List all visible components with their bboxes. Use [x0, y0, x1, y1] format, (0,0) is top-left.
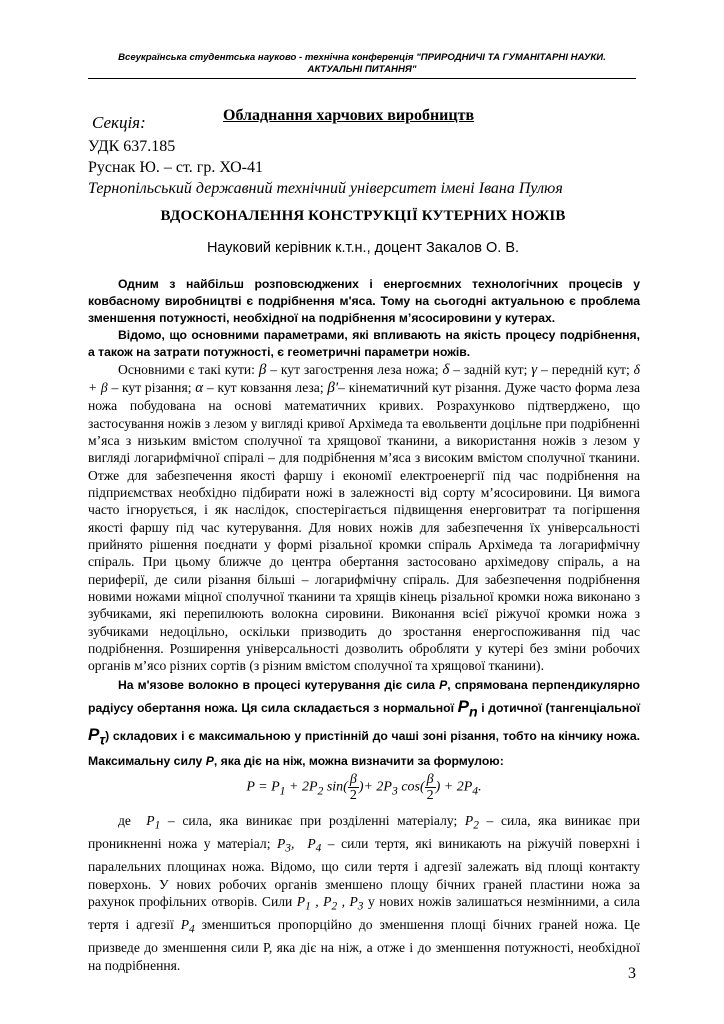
- p5-text-c: – сила, яка виникає при проникненні ножа у матеріал;: [88, 813, 640, 852]
- force-p-symbol-2: P: [205, 754, 214, 769]
- formula-lhs: P = P: [246, 780, 280, 796]
- formula: [88, 772, 640, 812]
- formula-part-4: ) + 2P: [435, 780, 473, 796]
- formula-sub-1: 1: [279, 784, 286, 798]
- fraction-1-numerator: β: [349, 772, 357, 788]
- supervisor: Науковий керівник к.т.н., доцент Закалов О. В.: [206, 240, 520, 256]
- ptau-sub: τ: [99, 731, 106, 748]
- paragraph-2: Відомо, що основними параметрами, які впливають на якість процесу подрібнення, а також на затрати потужності, є геометричні параметри ножів.: [88, 327, 640, 359]
- formula-part-3: )+ 2P: [358, 780, 392, 796]
- conference-header-line1: Всеукраїнська студентська науково - технічна конференція "ПРИРОДНИЧІ ТА ГУМАНІТАРНІ НАУКИ.: [118, 52, 606, 63]
- section-label: Секція:: [92, 113, 146, 132]
- article-meta: [88, 136, 563, 199]
- pn-sub: n: [468, 704, 478, 721]
- p4-symbol: $P_4$: [180, 917, 195, 936]
- p3-text-f: – кут ковзання леза;: [206, 379, 324, 395]
- p1-p2-p3-symbols: $P_1$ , $P_2$ , $P_3$: [296, 894, 364, 913]
- alpha-symbol: α: [195, 379, 204, 396]
- article-title: ВДОСКОНАЛЕННЯ КОНСТРУКЦІЇ КУТЕРНИХ НОЖІВ: [160, 208, 566, 224]
- beta-prime-symbol: β′: [327, 379, 339, 396]
- p3-text-c: – задній кут;: [453, 361, 528, 377]
- p1-symbol: $P_1$: [146, 813, 161, 833]
- section-row: [92, 107, 652, 135]
- formula-part-2: + 2P: [285, 780, 318, 796]
- fraction-2-numerator: β: [426, 772, 434, 788]
- page-number: 3: [628, 965, 636, 982]
- udk-code: УДК 637.185: [88, 138, 176, 155]
- p4-text-a: На м'язове волокно в процесі кутерування діє сила: [118, 677, 436, 692]
- formula-sub-3: 3: [391, 784, 398, 798]
- p5-text-f: зменшиться пропорційно до зменшення площі бічних граней ножа. Це призведе до зменшення сили Р, яка діє на ніж, а отже і до зменшення потужності, необхідної на подрібнення.: [88, 917, 641, 973]
- p4-text-b: , спрямована перпендикулярно радіусу обертання ножа. Ця сила складається з нормальної: [88, 677, 640, 715]
- university: Тернопільський державний технічний університет імені Івана Пулюя: [88, 180, 563, 197]
- force-ptau-symbol: [88, 724, 106, 748]
- p5-text-b: – сила, яка виникає при розділенні матеріалу;: [167, 813, 458, 829]
- header-divider: [88, 78, 636, 79]
- paragraph-3: [88, 361, 640, 675]
- formula-cos: cos(: [397, 780, 425, 796]
- fraction-2-denominator: 2: [426, 788, 434, 804]
- p3-text-g: – кінематичний кут різання. Дуже часто форма леза ножа побудована на основі математичних кривих. Розрахунково підтверджено, що застосування ножів з лезом у вигляді кривої Архімеда та евольвенти доцільне при подрібненні м’яса з низьким вмістом сполучної та хрящової тканини, а використання ножів з лезом у вигляді логарифмічної спіралі – для подрібнення м’яса з високим вмістом сполучної тканини. Отже для забезпечення якості фаршу і економії електроенергії під час подрібнення на підприємствах необхідно підбирати ножі в залежності від сорту м’ясосировини. Ця вимога часто ігнорується, і як наслідок, спостерігається підвищення енерговитрат та погіршення якості фаршу під час кутерування. Для нових ножів для забезпечення їх універсальності прийнято рішення поєднати у формі різальної кромки спіраль Архімеда та логарифмічну спіраль. При цьому ближче до центра обертання застосовано архімедову спіраль, а на периферії, де сили різання більші – логарифмічну спіраль. Для забезпечення подрібнення новими ножами міцної сполучної тканини та хрящів кінець різальної кромки ножа виконано з зубчиками, які перепилюють волокна сировини. Виконання всієї ріжучої кромки ножа з зубчиками недоцільно, оскільки призводить до зростання енергоспоживання під час подрібнення. Розширення універсальності дозволить обробляти у кутері без зміни робочих органів м’ясо різних сортів (з різним вмістом сполучної та хрящової тканини).: [88, 379, 641, 674]
- formula-sin: sin(: [323, 780, 348, 796]
- author: Руснак Ю. – ст. гр. ХО-41: [88, 159, 263, 176]
- p2-symbol: $P_2$: [464, 813, 479, 833]
- ptau-base: P: [88, 724, 100, 744]
- p3-p4-symbols: $P_3$, $P_4$: [276, 836, 322, 856]
- p3-text-b: – кут загострення леза ножа;: [270, 361, 439, 377]
- formula-sub-4: 4: [472, 784, 479, 798]
- force-pn-symbol: [457, 696, 478, 721]
- conference-header-line2: АКТУАЛЬНІ ПИТАННЯ": [307, 64, 417, 75]
- formula-fraction-2: [425, 772, 436, 803]
- pn-base: P: [457, 696, 469, 716]
- gamma-symbol: γ: [531, 361, 538, 378]
- p5-text-a: де: [118, 813, 131, 829]
- paragraph-1: Одним з найбільш розповсюджених і енергоємних технологічних процесів у ковбасному виробництві є подрібнення м'яса. Тому на сьогодні актуальною є проблема зменшення потужності, необхідної на подрібнення м’ясосировини у кутерах.: [88, 277, 640, 325]
- p3-text-a: Основними є такі кути:: [118, 361, 255, 377]
- conference-header: [60, 52, 664, 76]
- beta-symbol: β: [258, 361, 267, 378]
- p4-text-d: ) складових і є максимальною у пристінній до чаші зоні різання, тобто на кінчику ножа. Максимальну силу: [88, 728, 640, 769]
- formula-sub-2: 2: [317, 784, 324, 798]
- p4-text-e: , яка діє на ніж, можна визначити за формулою:: [213, 754, 504, 769]
- formula-dot: .: [478, 780, 482, 796]
- formula-fraction-1: [348, 772, 359, 803]
- delta-symbol: δ: [442, 361, 450, 378]
- fraction-1-denominator: 2: [349, 788, 357, 804]
- section-name: Обладнання харчових виробництв: [223, 107, 475, 124]
- force-p-symbol: P: [439, 677, 448, 692]
- delta-plus-beta-symbol: δ + β: [88, 361, 640, 395]
- p4-text-c: і дотичної (тангенціальної: [481, 700, 640, 715]
- article-body: [88, 276, 640, 974]
- p5-text-e: у нових ножів залишаться незмінними, а сила тертя і адгезії: [88, 894, 640, 933]
- p3-text-e: – кут різання;: [111, 379, 192, 395]
- p3-text-d: – передній кут;: [541, 361, 630, 377]
- paragraph-4: [88, 675, 640, 773]
- paragraph-5: [88, 812, 640, 974]
- p5-text-d: – сили тертя, які виникають на ріжучій поверхні і паралельних площинах ножа. Відомо, що сили тертя і адгезії залежать від площі контакту поверхонь. У нових робочих органів зменшено площу бічних граней пластини ножа за рахунок профільних отворів. Сили: [88, 836, 641, 910]
